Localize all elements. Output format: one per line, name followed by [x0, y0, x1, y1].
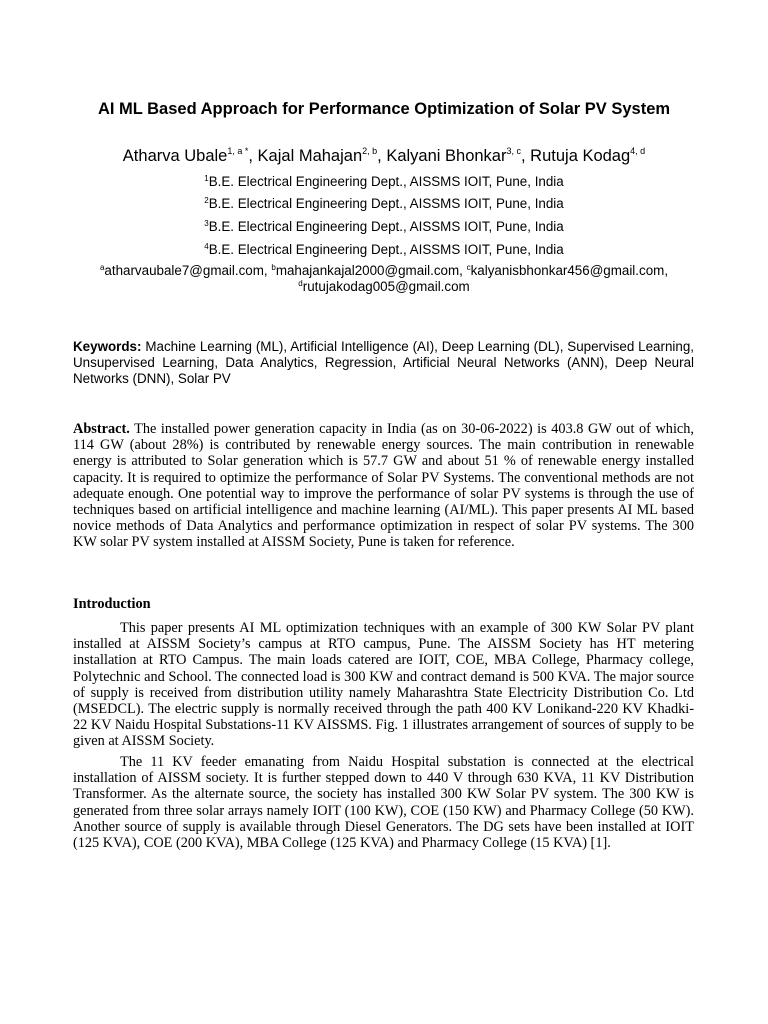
author-sup: 3, c [506, 146, 521, 156]
abstract-block [73, 421, 694, 551]
author-list: Atharva Ubale$^{1, a *}$, Kajal Mahajan$^{2, b}$, Kalyani Bhonkar$^{3, c}$, Rutuja Kodag$^{4, d}$ [122, 146, 646, 165]
introduction-paragraph: This paper presents AI ML optimization techniques with an example of 300 KW Solar PV plant installed at AISSM Society’s campus at RTO campus, Pune. The AISSM Society has HT metering installation at RTO Campus. The main loads catered are IOIT, COE, MBA College, Pharmacy college, Polytechnic and School. The connected load is 300 KW and contract demand is 500 KVA. The major source of supply is received from distribution utility namely Maharashtra State Electricity Distribution Co. Ltd (MSEDCL). The electric supply is normally received through the path 400 KV Lonikand-220 KV Khadki-22 KV Naidu Hospital Substations-11 KV AISSMS. Fig. 1 illustrates arrangement of sources of supply to be given at AISSM Society. [73, 620, 694, 750]
keywords-text: Machine Learning (ML), Artificial Intelligence (AI), Deep Learning (DL), Supervised Learning, Unsupervised Learning, Data Analytics, Regression, Artificial Neural Networks (ANN), Deep Neural Networks (DNN), Solar PV [73, 339, 694, 386]
affiliation-text: B.E. Electrical Engineering Dept., AISSMS IOIT, Pune, India [208, 196, 564, 211]
email-link[interactable]: kalyanisbhonkar456@gmail.com [470, 263, 665, 278]
author-sup: 4, d [630, 146, 646, 156]
affiliation [84, 242, 684, 258]
email-link[interactable]: atharvaubale7@gmail.com [104, 263, 264, 278]
email-sup: d [298, 279, 303, 288]
author-sup: 1, a * [227, 146, 249, 156]
author-name: Rutuja Kodag [530, 147, 631, 165]
paper-title: AI ML Based Approach for Performance Optimization of Solar PV System [97, 100, 671, 118]
author-name: Kajal Mahajan [257, 147, 363, 165]
email-link[interactable]: mahajankajal2000@gmail.com [275, 263, 460, 278]
author-name: Kalyani Bhonkar [386, 147, 507, 165]
email-sup: b [271, 263, 276, 272]
email-sup: c [466, 263, 471, 272]
affiliation [84, 219, 684, 235]
keywords-label: Keywords: [73, 339, 142, 354]
section-heading-introduction: Introduction [73, 596, 151, 612]
keywords-block [73, 339, 694, 387]
affiliation-text: B.E. Electrical Engineering Dept., AISSMS IOIT, Pune, India [208, 174, 564, 189]
affiliation-text: B.E. Electrical Engineering Dept., AISSMS IOIT, Pune, India [208, 242, 564, 257]
introduction-paragraph: The 11 KV feeder emanating from Naidu Hospital substation is connected at the electrical installation of AISSM society. It is further stepped down to 440 V through 630 KVA, 11 KV Distribution Transformer. As the alternate source, the society has installed 300 KW Solar PV system. The 300 KW is generated from three solar arrays namely IOIT (100 KW), COE (150 KW) and Pharmacy College (50 KW). Another source of supply is available through Diesel Generators. The DG sets have been installed at IOIT (125 KVA), COE (200 KVA), MBA College (125 KVA) and Pharmacy College (15 KVA) [1]. [73, 754, 694, 852]
affiliation [84, 174, 684, 190]
affiliation-sup: 2 [204, 196, 209, 205]
author-sup: 2, b [362, 146, 378, 156]
affiliation-sup: 3 [204, 219, 209, 228]
author-emails: $^a$atharvaubale7@gmail.com, $^b$mahajankajal2000@gmail.com, $^c$kalyanisbhonkar456@gmail.com, $^d$rutujakodag005@gmail.com [99, 263, 669, 294]
author-name: Atharva Ubale [122, 147, 228, 165]
affiliation [84, 196, 684, 212]
abstract-label: Abstract. [73, 421, 130, 437]
email-sup: a [99, 263, 105, 272]
affiliation-text: B.E. Electrical Engineering Dept., AISSMS IOIT, Pune, India [208, 219, 564, 234]
abstract-text: The installed power generation capacity in India (as on 30-06-2022) is 403.8 GW out of which, 114 GW (about 28%) is contributed by renewable energy sources. The main contribution in renewable energy is attributed to Solar generation which is 57.7 GW and about 51 % of renewable energy installed capacity. It is required to optimize the performance of Solar PV Systems. The conventional methods are not adequate enough. One potential way to improve the performance of solar PV systems is through the use of techniques based on artificial intelligence and machine learning (AI/ML). This paper presents AI ML based novice methods of Data Analytics and performance optimization in respect of solar PV systems. The 300 KW solar PV system installed at AISSM Society, Pune is taken for reference. [73, 421, 694, 551]
email-link[interactable]: rutujakodag005@gmail.com [302, 279, 470, 294]
affiliation-sup: 4 [204, 242, 209, 251]
affiliation-sup: 1 [204, 174, 209, 183]
